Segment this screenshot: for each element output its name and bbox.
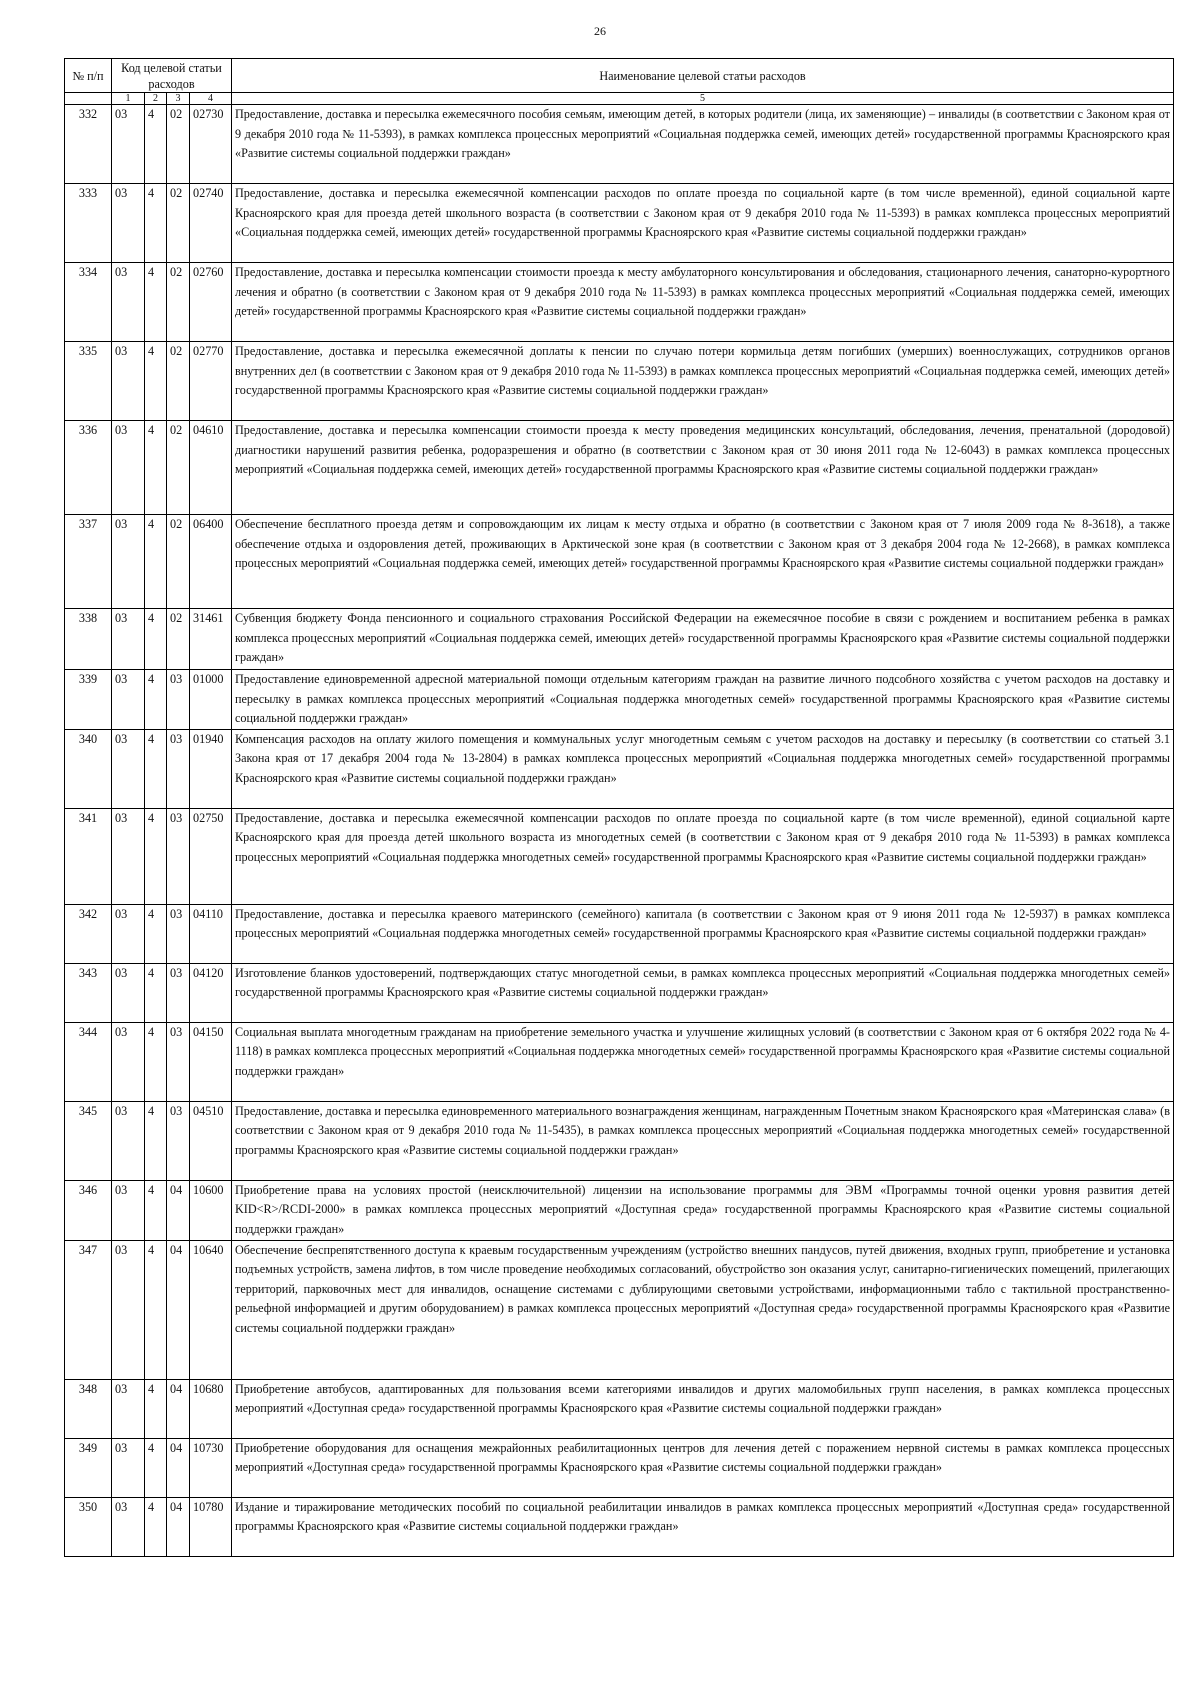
code-part-1: 03 <box>112 342 145 421</box>
expense-name: Обеспечение бесплатного проезда детям и сопровождающим их лицам к месту отдыха и обратно (в соответствии с Законом края от 7 июля 2009 года № 8-3618), а также обеспечение отдыха и оздоровления детей, проживающих в Арктической зоне края (в соответствии с Законом края от 3 декабря 2004 года № 12-2668), в рамках комплекса процессных мероприятий «Социальная поддержка семей, имеющих детей» государственной программы Красноярского края «Развитие системы социальной поддержки граждан» <box>232 515 1174 609</box>
table-row <box>65 1022 1174 1101</box>
row-number: 345 <box>65 1101 112 1180</box>
code-part-3: 04 <box>167 1438 190 1497</box>
code-part-2: 4 <box>145 1497 167 1556</box>
code-part-3: 03 <box>167 963 190 1022</box>
code-part-4: 02750 <box>190 808 232 904</box>
code-part-2: 4 <box>145 609 167 670</box>
row-number: 347 <box>65 1240 112 1379</box>
code-part-3: 02 <box>167 184 190 263</box>
expense-name: Предоставление, доставка и пересылка единовременного материального вознаграждения женщинам, награжденным Почетным знаком Красноярского края «Материнская слава» (в соответствии с Законом края от 9 декабря 2010 года № 11-5435), в рамках комплекса процессных мероприятий «Социальная поддержка многодетных семей» государственной программы Красноярского края «Развитие системы социальной поддержки граждан» <box>232 1101 1174 1180</box>
code-part-1: 03 <box>112 1180 145 1240</box>
code-part-4: 10600 <box>190 1180 232 1240</box>
code-part-3: 03 <box>167 808 190 904</box>
code-part-4: 01940 <box>190 729 232 808</box>
expense-name: Издание и тиражирование методических пособий по социальной реабилитации инвалидов в рамках комплекса процессных мероприятий «Доступная среда» государственной программы Красноярского края «Развитие системы социальной поддержки граждан» <box>232 1497 1174 1556</box>
table-row <box>65 342 1174 421</box>
code-part-4: 02730 <box>190 105 232 184</box>
code-part-4: 06400 <box>190 515 232 609</box>
code-part-1: 03 <box>112 1101 145 1180</box>
col-number-3: 3 <box>167 93 190 105</box>
code-part-2: 4 <box>145 1240 167 1379</box>
col-number-1: 1 <box>112 93 145 105</box>
code-part-1: 03 <box>112 263 145 342</box>
table-row <box>65 1240 1174 1379</box>
code-part-3: 03 <box>167 1022 190 1101</box>
expense-name: Предоставление, доставка и пересылка компенсации стоимости проезда к месту амбулаторного консультирования и обследования, стационарного лечения, санаторно-курортного лечения и обратно (в соответствии с Законом края от 9 декабря 2010 года № 11-5393) в рамках комплекса процессных мероприятий «Социальная поддержка семей, имеющих детей» государственной программы Красноярского края «Развитие системы социальной поддержки граждан» <box>232 263 1174 342</box>
table-row <box>65 609 1174 670</box>
code-part-3: 03 <box>167 729 190 808</box>
code-part-4: 02760 <box>190 263 232 342</box>
row-number: 339 <box>65 670 112 730</box>
table-row <box>65 1180 1174 1240</box>
expense-name: Приобретение автобусов, адаптированных для пользования всеми категориями инвалидов и других маломобильных групп населения, в рамках комплекса процессных мероприятий «Доступная среда» государственной программы Красноярского края «Развитие системы социальной поддержки граждан» <box>232 1379 1174 1438</box>
code-part-2: 4 <box>145 904 167 963</box>
code-part-4: 04110 <box>190 904 232 963</box>
code-part-4: 04150 <box>190 1022 232 1101</box>
expense-name: Предоставление, доставка и пересылка ежемесячной компенсации расходов по оплате проезда по социальной карте (в том числе временной), единой социальной карте Красноярского края для проезда детей школьного возраста из многодетных семей (в соответствии с Законом края от 9 декабря 2010 года № 11-5393) в рамках комплекса процессных мероприятий «Социальная поддержка многодетных семей» государственной программы Красноярского края «Развитие системы социальной поддержки граждан» <box>232 808 1174 904</box>
code-part-1: 03 <box>112 184 145 263</box>
row-number: 334 <box>65 263 112 342</box>
expense-name: Обеспечение беспрепятственного доступа к краевым государственным учреждениям (устройство внешних пандусов, путей движения, входных групп, приобретение и установка подъемных устройств, замена лифтов, в том числе проведение необходимых согласований, обустройство зон оказания услуг, санитарно-гигиенических помещений, прилегающих территорий, парковочных мест для инвалидов, оснащение системами с дублирующими световыми устройствами, информационными табло с тактильной пространственно-рельефной информацией и другим оборудованием) в рамках комплекса процессных мероприятий «Доступная среда» государственной программы Красноярского края «Развитие системы социальной поддержки граждан» <box>232 1240 1174 1379</box>
row-number: 349 <box>65 1438 112 1497</box>
code-part-1: 03 <box>112 105 145 184</box>
table-row <box>65 421 1174 515</box>
code-part-2: 4 <box>145 1022 167 1101</box>
code-part-3: 04 <box>167 1379 190 1438</box>
expense-name: Приобретение права на условиях простой (неисключительной) лицензии на использование программы для ЭВМ «Программы точной оценки уровня развития детей KID<R>/RCDI-2000» в рамках комплекса процессных мероприятий «Доступная среда» государственной программы Красноярского края «Развитие системы социальной поддержки граждан» <box>232 1180 1174 1240</box>
row-number: 333 <box>65 184 112 263</box>
table-row <box>65 670 1174 730</box>
code-part-2: 4 <box>145 184 167 263</box>
code-part-1: 03 <box>112 515 145 609</box>
row-number: 335 <box>65 342 112 421</box>
code-part-1: 03 <box>112 1497 145 1556</box>
table-row <box>65 263 1174 342</box>
code-part-3: 03 <box>167 670 190 730</box>
code-part-3: 02 <box>167 342 190 421</box>
code-part-4: 10780 <box>190 1497 232 1556</box>
code-part-1: 03 <box>112 1022 145 1101</box>
header-name: Наименование целевой статьи расходов <box>232 59 1174 93</box>
code-part-4: 10680 <box>190 1379 232 1438</box>
table-row <box>65 1438 1174 1497</box>
code-part-4: 04510 <box>190 1101 232 1180</box>
table-row <box>65 963 1174 1022</box>
table-row <box>65 1497 1174 1556</box>
code-part-4: 01000 <box>190 670 232 730</box>
header-num: № п/п <box>65 59 112 93</box>
row-number: 342 <box>65 904 112 963</box>
row-number: 346 <box>65 1180 112 1240</box>
expense-name: Субвенция бюджету Фонда пенсионного и социального страхования Российской Федерации на ежемесячное пособие в связи с рождением и воспитанием ребенка в рамках комплекса процессных мероприятий «Социальная поддержка семей, имеющих детей» государственной программы Красноярского края «Развитие системы социальной поддержки граждан» <box>232 609 1174 670</box>
row-number: 340 <box>65 729 112 808</box>
code-part-1: 03 <box>112 904 145 963</box>
code-part-4: 04610 <box>190 421 232 515</box>
col-number-5: 5 <box>232 93 1174 105</box>
code-part-2: 4 <box>145 263 167 342</box>
row-number: 336 <box>65 421 112 515</box>
row-number: 332 <box>65 105 112 184</box>
expense-name: Предоставление единовременной адресной материальной помощи отдельным категориям граждан на развитие личного подсобного хозяйства с учетом расходов на доставку и пересылку в рамках комплекса процессных мероприятий «Социальная поддержка многодетных семей» государственной программы Красноярского края «Развитие системы социальной поддержки граждан» <box>232 670 1174 730</box>
row-number: 350 <box>65 1497 112 1556</box>
code-part-2: 4 <box>145 1180 167 1240</box>
code-part-4: 31461 <box>190 609 232 670</box>
code-part-2: 4 <box>145 1379 167 1438</box>
code-part-1: 03 <box>112 670 145 730</box>
code-part-3: 04 <box>167 1180 190 1240</box>
code-part-1: 03 <box>112 1379 145 1438</box>
code-part-3: 02 <box>167 421 190 515</box>
code-part-4: 04120 <box>190 963 232 1022</box>
code-part-2: 4 <box>145 729 167 808</box>
table-row <box>65 515 1174 609</box>
table-body <box>65 105 1174 1557</box>
code-part-3: 02 <box>167 263 190 342</box>
page-number: 26 <box>594 24 606 38</box>
col-number-4: 4 <box>190 93 232 105</box>
expense-name: Компенсация расходов на оплату жилого помещения и коммунальных услуг многодетным семьям с учетом расходов на доставку и пересылку (в соответствии со статьей 3.1 Закона края от 17 декабря 2004 года № 13-2804) в рамках комплекса процессных мероприятий «Социальная поддержка многодетных семей» государственной программы Красноярского края «Развитие системы социальной поддержки граждан» <box>232 729 1174 808</box>
expense-name: Предоставление, доставка и пересылка ежемесячной доплаты к пенсии по случаю потери кормильца детям погибших (умерших) военнослужащих, сотрудников органов внутренних дел (в соответствии с Законом края от 9 декабря 2010 года № 11-5393) в рамках комплекса процессных мероприятий «Социальная поддержка семей, имеющих детей» государственной программы Красноярского края «Развитие системы социальной поддержки граждан» <box>232 342 1174 421</box>
table-row <box>65 1379 1174 1438</box>
code-part-2: 4 <box>145 421 167 515</box>
row-number: 344 <box>65 1022 112 1101</box>
code-part-1: 03 <box>112 1240 145 1379</box>
expense-name: Предоставление, доставка и пересылка компенсации стоимости проезда к месту проведения медицинских консультаций, обследования, лечения, пренатальной (дородовой) диагностики нарушений развития ребенка, родоразрешения и обратно (в соответствии с Законом края от 30 июня 2011 года № 12-6043) в рамках комплекса процессных мероприятий «Социальная поддержка семей, имеющих детей» государственной программы Красноярского края «Развитие системы социальной поддержки граждан» <box>232 421 1174 515</box>
header-blank <box>65 93 112 105</box>
code-part-3: 03 <box>167 1101 190 1180</box>
expense-name: Предоставление, доставка и пересылка краевого материнского (семейного) капитала (в соответствии с Законом края от 9 июня 2011 года № 12-5937) в рамках комплекса процессных мероприятий «Социальная поддержка многодетных семей» государственной программы Красноярского края «Развитие системы социальной поддержки граждан» <box>232 904 1174 963</box>
code-part-4: 10640 <box>190 1240 232 1379</box>
code-part-1: 03 <box>112 729 145 808</box>
table-row <box>65 808 1174 904</box>
code-part-3: 02 <box>167 609 190 670</box>
code-part-4: 02770 <box>190 342 232 421</box>
row-number: 343 <box>65 963 112 1022</box>
table-row <box>65 184 1174 263</box>
row-number: 341 <box>65 808 112 904</box>
row-number: 348 <box>65 1379 112 1438</box>
code-part-3: 02 <box>167 105 190 184</box>
row-number: 338 <box>65 609 112 670</box>
code-part-3: 03 <box>167 904 190 963</box>
code-part-4: 02740 <box>190 184 232 263</box>
header-code-group: Код целевой статьи расходов <box>112 59 232 93</box>
expense-name: Изготовление бланков удостоверений, подтверждающих статус многодетной семьи, в рамках комплекса процессных мероприятий «Социальная поддержка многодетных семей» государственной программы Красноярского края «Развитие системы социальной поддержки граждан» <box>232 963 1174 1022</box>
code-part-1: 03 <box>112 1438 145 1497</box>
code-part-2: 4 <box>145 342 167 421</box>
code-part-3: 02 <box>167 515 190 609</box>
code-part-2: 4 <box>145 1438 167 1497</box>
row-number: 337 <box>65 515 112 609</box>
code-part-2: 4 <box>145 105 167 184</box>
expense-name: Предоставление, доставка и пересылка ежемесячного пособия семьям, имеющим детей, в которых родители (лица, их заменяющие) – инвалиды (в соответствии с Законом края от 9 декабря 2010 года № 11-5393), в рамках комплекса процессных мероприятий «Социальная поддержка семей, имеющих детей» государственной программы Красноярского края «Развитие системы социальной поддержки граждан» <box>232 105 1174 184</box>
code-part-1: 03 <box>112 421 145 515</box>
expense-name: Социальная выплата многодетным гражданам на приобретение земельного участка и улучшение жилищных условий (в соответствии с Законом края от 6 октября 2022 года № 4-1118) в рамках комплекса процессных мероприятий «Социальная поддержка многодетных семей» государственной программы Красноярского края «Развитие системы социальной поддержки граждан» <box>232 1022 1174 1101</box>
code-part-2: 4 <box>145 515 167 609</box>
expense-name: Приобретение оборудования для оснащения межрайонных реабилитационных центров для лечения детей с поражением нервной системы в рамках комплекса процессных мероприятий «Доступная среда» государственной программы Красноярского края «Развитие системы социальной поддержки граждан» <box>232 1438 1174 1497</box>
table-row <box>65 105 1174 184</box>
code-part-3: 04 <box>167 1497 190 1556</box>
code-part-2: 4 <box>145 670 167 730</box>
code-part-2: 4 <box>145 808 167 904</box>
code-part-2: 4 <box>145 963 167 1022</box>
table-row <box>65 729 1174 808</box>
expense-name: Предоставление, доставка и пересылка ежемесячной компенсации расходов по оплате проезда по социальной карте (в том числе временной), единой социальной карте Красноярского края для проезда детей школьного возраста (в соответствии с Законом края от 9 декабря 2010 года № 11-5393) в рамках комплекса процессных мероприятий «Социальная поддержка семей, имеющих детей» государственной программы Красноярского края «Развитие системы социальной поддержки граждан» <box>232 184 1174 263</box>
code-part-1: 03 <box>112 963 145 1022</box>
budget-table <box>64 58 1174 1557</box>
table-row <box>65 1101 1174 1180</box>
table-row <box>65 904 1174 963</box>
code-part-1: 03 <box>112 808 145 904</box>
code-part-1: 03 <box>112 609 145 670</box>
code-part-4: 10730 <box>190 1438 232 1497</box>
col-number-2: 2 <box>145 93 167 105</box>
code-part-2: 4 <box>145 1101 167 1180</box>
code-part-3: 04 <box>167 1240 190 1379</box>
